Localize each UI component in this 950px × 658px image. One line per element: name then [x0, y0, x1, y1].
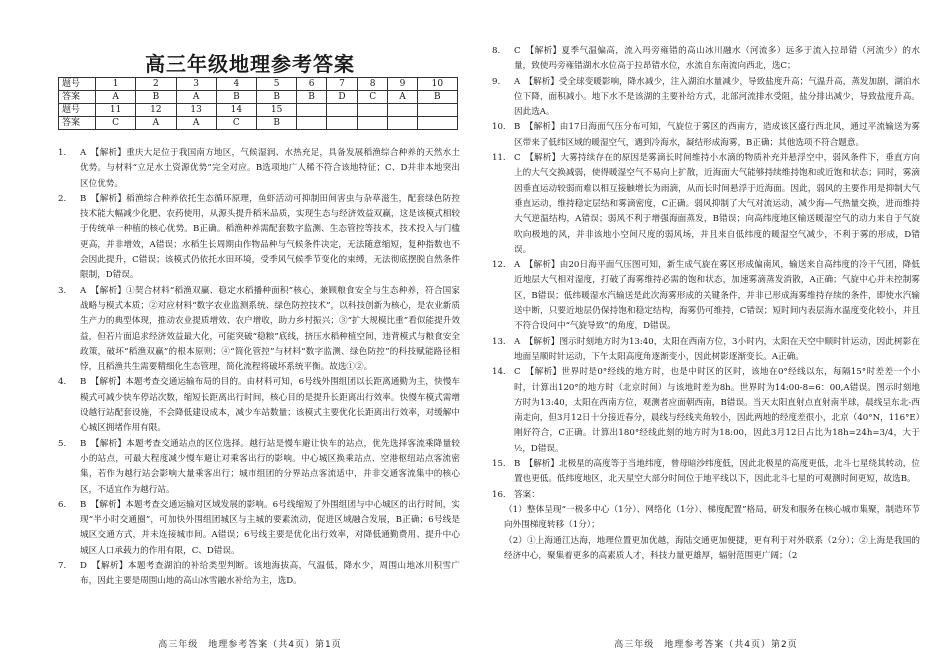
answer-item-2: 2. B 【解析】稻渔综合种养依托生态循环原理，鱼虾活动可抑制田间害虫与杂草滋生，配套绿色防控技术能大幅减少化肥、农药使用，从源头提升稻米品质，实现生态与经济效益双赢，这是该模式相较于传统单一种植的核心优势。B正确。稻渔种养需配套数字监测、生态管控等技术，技术投入与门槛更高，并非增效，A错误；水稻生长周期由作物品种与气候条件决定，无法随意缩短，复种指数也不会因此提升，C错误；该模式仍依托水田环境，受季风气候季节变化的束缚，无法彻底摆脱自然条件限制，D错误。 — [58, 193, 460, 281]
answer-16-part-1: （1）整体呈现“一极多中心（1分）、网络化（1分）、梯度配置”格局，研发和服务在核心城市集聚，制造环节向外围梯度转移（1分）； — [504, 504, 920, 531]
footer-page-1: 高三年级 地理参考答案（共4页）第1页 — [158, 640, 342, 650]
page-2 — [492, 0, 920, 658]
answer-item-3: 3. A 【解析】①契合材料“稻渔双赢、稳定水稻播种面积”核心，兼顾粮食安全与生态种养，符合国家战略与模式本质；②对应材料“数字农业监测系统、绿色防控技术”，以科技创新为核心，是农业新质生产力的典型体现，推动农业提质增效、农户增收，助力乡村振兴；③“扩大规模比重”看似能提升效益，但若片面追求经济效益最大化，可能突破“稳粮”底线，挤压水稻种植空间，违背模式与粮食安全政策，破坏“稻渔双赢”的根本原则；④“简化管控”与材料“数字监测、绿色防控”的科技赋能路径相悖，且稻渔共生需要精细化生态管理，简化流程将破坏系统平衡。故选①②。 — [58, 285, 460, 373]
answer-item-13: 13. A 【解析】图示时刻地方时为13:40，太阳在西南方位，3小时内，太阳在天空中顺时针运动，因此树影在地面呈顺时针运动，下午太阳高度角逐渐变小，因此树影逐渐变长。A正确。 — [492, 336, 920, 362]
answer-table — [58, 77, 458, 130]
answer-item-8: 8. C 【解析】夏季气温偏高，流入玛旁雍错的高山冰川融水（河流多）远多于流入拉昂错（河流少）的水量，致使玛旁雍错湖水水位高于拉昂错水位，水流自东南流向西北，选C； — [492, 46, 920, 72]
answer-item-1: 1. A 【解析】重庆大足位于我国南方地区，气候湿润、水热充足，具备发展稻渔综合种养的天然水土优势。与材料“立足水土资源优势”完全对应。B选项地广人稀不符合该地特征；C、D并非本地突出区位优势。 — [58, 148, 460, 189]
answer-item-12: 12. A 【解析】由20日海平面气压图可知，新生成气旋在雾区形成偏南风，输送来自高纬度的冷干气团，降低近地层大气相对湿度，打破了海雾维持必需的饱和状态，加速雾滴蒸发消散，A正确；气旋中心并未控制雾区，B错误；低纬暖湿水汽输送是此次海雾形成的关键条件，并非已形成海雾维持存续的条件，即使水汽输送中断，只要近地层仍保持饱和稳定结构，海雾仍可维持，C错误；短时间内表层海水温度变化较小，并且不符合设问中“气旋导致”的角度，D错误。 — [492, 260, 920, 332]
answer-table-row-numbers-1: 题号 1 2 3 4 5 6 7 8 9 10 — [59, 78, 458, 91]
left-column-answers — [58, 146, 460, 590]
answer-item-5: 5. B 【解析】本题考查交通站点的区位选择。越行站是慢车避让快车的站点，优先选择客流乘降量较小的站点，可最大程度减少慢车避让对乘客出行的影响。中心城区换乘站点、空港枢纽站点客流密集，若作为越行站会影响大量乘客出行；城市组团的分界站点客流适中，并非交通客流集中的核心区，不适宜作为越行站。 — [58, 438, 460, 495]
page-1 — [40, 0, 460, 658]
right-column-answers — [492, 44, 920, 564]
answer-item-10: 10. B 【解析】由17日海面气压分布可知，气旋位于雾区的西南方，造成该区盛行西北风，通过平流输送为雾区带来了低纬区域的暖湿空气，遇到冷海水，凝结形成海雾，B正确；其他选项不符合题意。 — [492, 122, 920, 148]
answer-item-4: 4. B 【解析】本题考查交通运输布局的目的。由材料可知，6号线外围组团以长距离通勤为主，快慢车模式可减少快车停站次数，缩短长距离出行时间，核心目的是提升长距离出行效率。快慢车模式需增设越行站配套设施，不会降低建设成本，减少车站数量；该模式主要优化长距离出行效率，对缓解中心城区拥堵作用有限。 — [58, 377, 460, 434]
answer-table-row-answers-1: 答案 A B A B B B D C A B — [59, 91, 458, 104]
answer-item-15: 15. B 【解析】北极星的高度等于当地纬度，曾母暗沙纬度低，因此北极星的高度更低，北斗七星绕其转动，位置也更低。低纬度地区，北天星空大部分时间位于地平线以下，因此北斗七星的可观测时间更短，故选B。 — [492, 459, 920, 485]
answer-item-7: 7. D 【解析】本题考查湖泊的补给类型判断。该地海拔高，气温低，降水少，周围山地冰川积雪广布，因此主要是周围山地的高山冰雪融水补给为主，选D。 — [58, 561, 460, 587]
footer-page-2: 高三年级 地理参考答案（共4页）第2页 — [614, 640, 798, 650]
document-title: 高三年级地理参考答案 — [145, 52, 355, 76]
answer-item-16: 16. 答案： — [492, 489, 540, 500]
answer-item-11: 11. C 【解析】大雾持续存在的原因是雾滴长时间维持小水滴的物质补充并悬浮空中，弱风条件下，垂直方向上的大气交换减弱，使得暖湿空气不易向上扩散，近海面大气能够持续维持饱和或近饱和状态；同时，雾滴因垂直运动较弱而难以相互接触增长为雨滴，从而长时间悬浮于近海面。因此，弱风的主要作用是抑制大气垂直运动，维持稳定层结和雾滴密度，C正确。弱风抑制了大气对流运动，减少海—气热量交换，进而维持大气逆温结构，A错误；弱风不利于增强海面蒸发，B错误；向高纬度地区输送暖湿空气的动力来自于气旋吹向极地的风，并非该地小空间尺度的弱风场，并且来自低纬度的暖湿空气减少，不利于雾的形成，D错误。 — [492, 153, 920, 255]
answer-item-9: 9. A 【解析】受全球变暖影响，降水减少，注入湖泊水量减少，导致盐度升高；气温升高，蒸发加剧，湖泊水位下降，面积减小。地下水不是该湖的主要补给方式，北部河流排水受阻，盐分排出减少，导致盐度升高。因此选A。 — [492, 76, 920, 118]
answer-table-row-answers-2: 答案 C A A C B — [59, 117, 458, 130]
answer-item-14: 14. C 【解析】世界时是0°经线的地方时，也是中时区的区时，该地在0°经线以东，每隔15°时差差一个小时，计算出120°的地方时（北京时间）与该地时差为8h。世界时为14:00-8=6：00,A错误。图示时刻地方时为13:40，太阳在西南方位，观测者应面朝西南，B错误。当天太阳直射点直射南半球，晨线呈东北-西南走向，但3月12日十分接近春分，晨线与经线夹角较小，因此两地的经度差很小，北京（40°N，116°E）刚好符合，C正确。计算出180°经线此刻的地方时为18:00，因此3月12日占比为18h=24h=3/4，大于½，D错误。 — [492, 367, 920, 454]
answer-16-part-2: （2）①上海通江达海，地理位置更加优越，海陆交通更加便捷，更有利于对外联系（2分）；②上海是我国的经济中心，聚集着更多的高素质人才，科技力量更雄厚，辐射范围更广阔；（2 — [504, 535, 920, 561]
answer-item-6: 6. B 【解析】本题考查交通运输对区域发展的影响。6号线缩短了外围组团与中心城区的出行时间，实现“半小时交通圈”，可加快外围组团城区与主城的要素流动，促进区域融合发展，B正确；6号线是城区交通方式，并未连接城市间。A错误；6号线主要是优化出行效率，对降低通勤费用、提升中心城区人口承载力的作用有限，C、D错误。 — [58, 499, 460, 556]
answer-table-row-numbers-2: 题号 11 12 13 14 15 — [59, 104, 458, 117]
